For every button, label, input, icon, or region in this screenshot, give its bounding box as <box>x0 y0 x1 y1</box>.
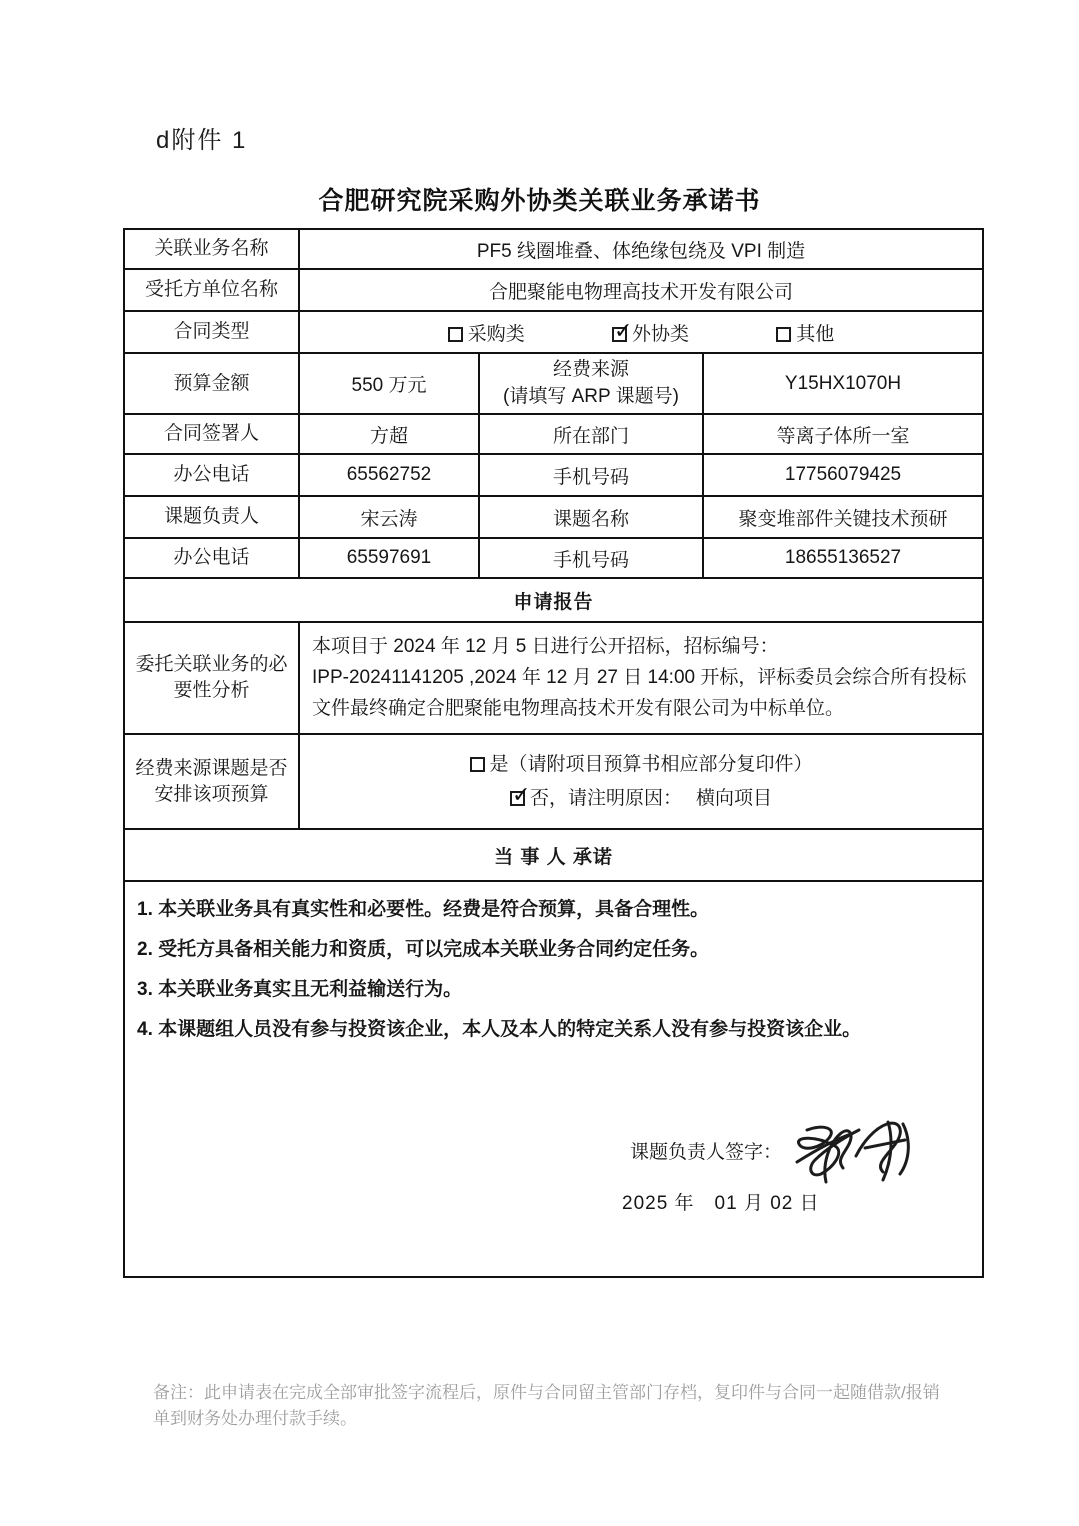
trustee-label: 受托方单位名称 <box>124 269 299 311</box>
option-yes-label: 是（请附项目预算书相应部分复印件） <box>489 753 813 775</box>
option-procurement <box>448 324 525 345</box>
trustee-value: 合肥聚能电物理高技术开发有限公司 <box>299 269 983 311</box>
commitment-item: 本关联业务真实且无利益输送行为。 <box>158 979 463 1000</box>
project-name-label: 课题名称 <box>479 496 703 538</box>
project-name-value: 聚变堆部件关键技术预研 <box>703 496 983 538</box>
application-report-header: 申请报告 <box>124 578 983 622</box>
mobile-2-value: 18655136527 <box>703 538 983 578</box>
checkbox-unchecked-icon <box>470 757 485 772</box>
commitment-form-table <box>123 228 984 1278</box>
contract-type-options <box>299 311 983 353</box>
department-label: 所在部门 <box>479 414 703 454</box>
commitment-item: 本关联业务具有真实性和必要性。经费是符合预算，具备合理性。 <box>158 899 710 920</box>
attachment-label: d附件 1 <box>156 127 248 154</box>
budget-arranged-options <box>299 734 983 829</box>
checkbox-unchecked-icon <box>776 327 791 342</box>
row-office-phone-1 <box>124 454 983 496</box>
commitment-item: 受托方具备相关能力和资质，可以完成本关联业务合同约定任务。 <box>158 939 710 960</box>
page-title: 合肥研究院采购外协类关联业务承诺书 <box>318 187 761 215</box>
row-trustee <box>124 269 983 311</box>
row-commitment-header <box>124 829 983 881</box>
footer-note: 备注：此申请表在完成全部审批签字流程后，原件与合同留主管部门存档，复印件与合同一起随借款/报销单到财务处办理付款手续。 <box>153 1383 940 1428</box>
mobile-1-label: 手机号码 <box>479 454 703 496</box>
checkbox-checked-icon <box>510 781 531 807</box>
row-budget <box>124 353 983 414</box>
budget-value: 550 万元 <box>299 353 479 414</box>
row-business-name <box>124 229 983 269</box>
option-other <box>776 324 834 345</box>
option-outsourcing <box>612 317 690 345</box>
necessity-text-line2: IPP-20241141205 ,2024 年 12 月 27 日 14:00 开标，评标委员会综合所有投标文件最终确定合肥聚能电物理高技术开发有限公司为中标单位。 <box>312 667 967 719</box>
option-no-reason: 横向项目 <box>696 787 773 809</box>
option-outsourcing-label: 外协类 <box>632 323 690 345</box>
signer-value: 方超 <box>299 414 479 454</box>
option-no <box>312 782 970 816</box>
funding-source-value: Y15HX1070H <box>703 353 983 414</box>
office-phone-1-value: 65562752 <box>299 454 479 496</box>
mobile-1-value: 17756079425 <box>703 454 983 496</box>
check-mark-icon: ✓ <box>614 317 633 343</box>
necessity-text-line1: 本项目于 2024 年 12 月 5 日进行公开招标，招标编号： <box>312 636 779 657</box>
pi-label: 课题负责人 <box>124 496 299 538</box>
row-contract-type <box>124 311 983 353</box>
commitment-item: 本课题组人员没有参与投资该企业，本人及本人的特定关系人没有参与投资该企业。 <box>158 1019 862 1040</box>
row-commitments <box>124 881 983 1277</box>
row-signer <box>124 414 983 454</box>
business-name-label: 关联业务名称 <box>124 229 299 269</box>
necessity-text <box>299 622 983 734</box>
office-phone-1-label: 办公电话 <box>124 454 299 496</box>
checkbox-unchecked-icon <box>448 327 463 342</box>
office-phone-2-value: 65597691 <box>299 538 479 578</box>
signature-label: 课题负责人签字： <box>630 1142 783 1163</box>
checkbox-checked-icon <box>612 317 633 343</box>
commitment-header: 当 事 人 承诺 <box>124 829 983 881</box>
row-necessity <box>124 622 983 734</box>
row-budget-arranged <box>124 734 983 829</box>
funding-source-label <box>479 353 703 414</box>
commitments-cell <box>124 881 983 1277</box>
funding-source-label-line1: 经费来源 <box>552 358 629 380</box>
check-mark-icon: ✓ <box>512 781 531 807</box>
signer-label: 合同签署人 <box>124 414 299 454</box>
pi-value: 宋云涛 <box>299 496 479 538</box>
department-value: 等离子体所一室 <box>703 414 983 454</box>
option-no-label: 否，请注明原因： <box>530 787 683 809</box>
funding-source-label-line2: (请填写 ARP 课题号) <box>503 385 679 407</box>
handwritten-signature <box>793 1116 915 1188</box>
signature-row <box>630 1116 915 1194</box>
contract-type-label: 合同类型 <box>124 311 299 353</box>
business-name-value: PF5 线圈堆叠、体绝缘包绕及 VPI 制造 <box>299 229 983 269</box>
row-application-report-header <box>124 578 983 622</box>
budget-label: 预算金额 <box>124 353 299 414</box>
office-phone-2-label: 办公电话 <box>124 538 299 578</box>
row-pi <box>124 496 983 538</box>
option-procurement-label: 采购类 <box>467 323 525 345</box>
necessity-label: 委托关联业务的必要性分析 <box>124 622 299 734</box>
row-office-phone-2 <box>124 538 983 578</box>
budget-arranged-label: 经费来源课题是否安排该项预算 <box>124 734 299 829</box>
commitments-list <box>125 882 982 1050</box>
option-yes <box>312 748 970 782</box>
option-other-label: 其他 <box>796 323 835 345</box>
signature-date: 2025 年 01 月 02 日 <box>622 1193 820 1214</box>
mobile-2-label: 手机号码 <box>479 538 703 578</box>
